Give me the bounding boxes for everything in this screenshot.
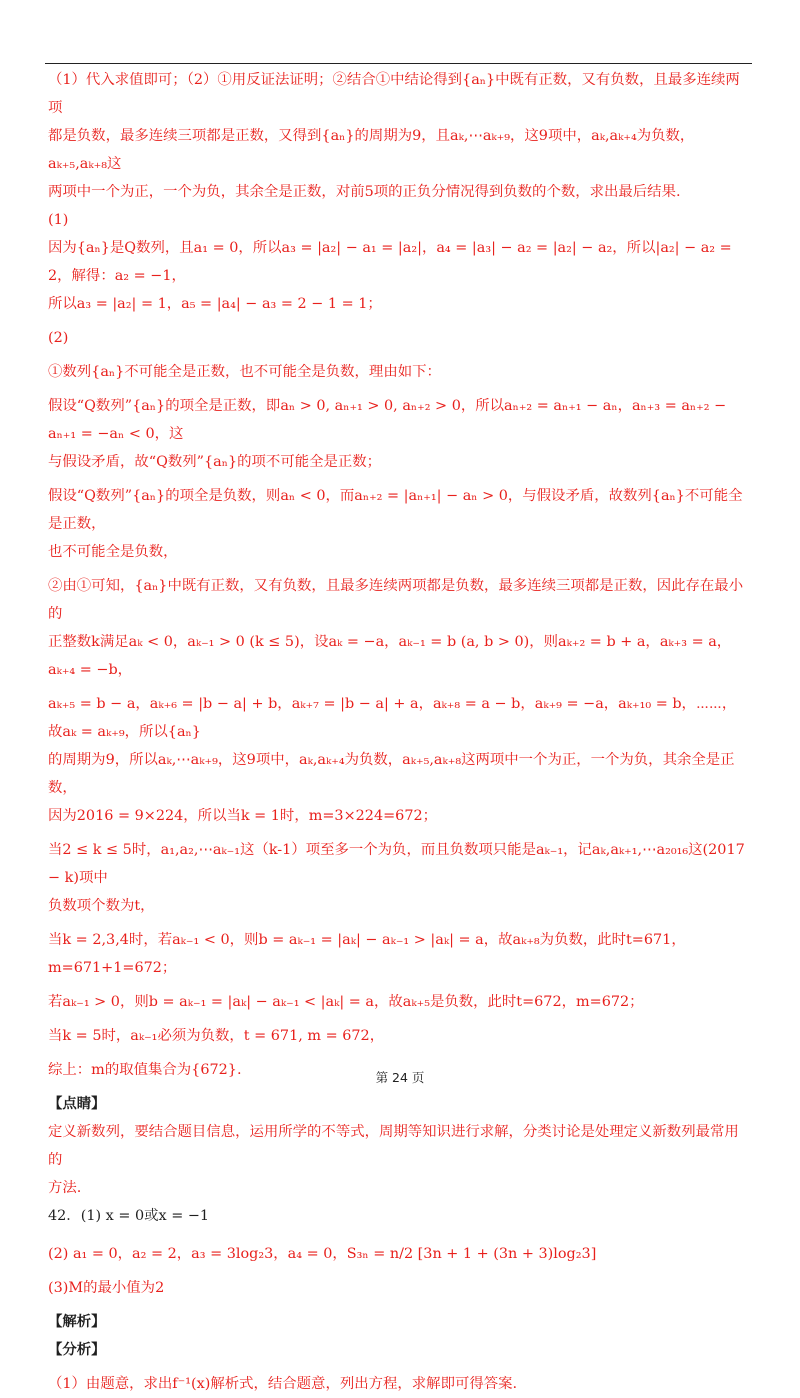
solution-document (48, 66, 748, 1398)
part-2-step-2-line-9: 若aₖ₋₁ > 0，则b = aₖ₋₁ = |aₖ| − aₖ₋₁ < |aₖ| = a，故aₖ₊₅是负数，此时t=672，m=672； (48, 994, 644, 1010)
part-1-heading: (1) (48, 212, 69, 228)
part-2-positive-case-2: 与假设矛盾，故“Q数列”{aₙ}的项不可能全是正数； (48, 454, 382, 470)
part-1-line-1: 因为{aₙ}是Q数列，且a₁ = 0，所以a₃ = |a₂| − a₁ = |a₂|，a₄ = |a₃| − a₂ = |a₂| − a₂，所以|a₂| − a₂ = 2，解得：a₂ = −1， (48, 240, 732, 284)
part-2-step-2-line-10: 当k = 5时，aₖ₋₁必须为负数，t = 671, m = 672， (48, 1028, 385, 1044)
analysis-line-2: 都是负数，最多连续三项都是正数，又得到{aₙ}的周期为9，且aₖ,⋯aₖ₊₉，这9项中，aₖ,aₖ₊₄为负数，aₖ₊₅,aₖ₊₈这 (48, 128, 695, 172)
answer-42-part-1: 42．(1) x = 0或x = −1 (48, 1208, 210, 1224)
note-line-2: 方法. (48, 1180, 82, 1196)
part-2-step-2-line-7: 负数项个数为t， (48, 898, 155, 914)
part-2-negative-case-1: 假设“Q数列”{aₙ}的项全是负数，则aₙ < 0，而aₙ₊₂ = |aₙ₊₁| − aₙ > 0，与假设矛盾，故数列{aₙ}不可能全是正数， (48, 488, 743, 532)
note-heading: 【点睛】 (48, 1095, 106, 1112)
part-2-conclusion: 综上：m的取值集合为{672}. (48, 1062, 242, 1078)
analysis-42-line-1: （1）由题意，求出f⁻¹(x)解析式，结合题意，列出方程，求解即可得答案. (48, 1376, 518, 1392)
page-number: 第 24 页 (375, 1070, 425, 1085)
part-2-step-2-line-2: 正整数k满足aₖ < 0，aₖ₋₁ > 0 (k ≤ 5)，设aₖ = −a，aₖ₋₁ = b (a, b > 0)，则aₖ₊₂ = b + a，aₖ₊₃ = a，aₖ₊₄ = −b， (48, 634, 732, 678)
part-2-step-2-line-8: 当k = 2,3,4时，若aₖ₋₁ < 0，则b = aₖ₋₁ = |aₖ| − aₖ₋₁ > |aₖ| = a，故aₖ₊₈为负数，此时t=671，m=671+1=672； (48, 932, 686, 976)
analysis-line-1: （1）代入求值即可；（2）①用反证法证明；②结合①中结论得到{aₙ}中既有正数，又有负数，且最多连续两项 (48, 72, 740, 116)
part-2-step-2-line-3: aₖ₊₅ = b − a，aₖ₊₆ = |b − a| + b，aₖ₊₇ = |b − a| + a，aₖ₊₈ = a − b，aₖ₊₉ = −a，aₖ₊₁₀ = b，⋯⋯，故aₖ = aₖ₊₉，所以{aₙ} (48, 696, 737, 740)
part-2-step-2-line-5: 因为2016 = 9×224，所以当k = 1时，m=3×224=672； (48, 808, 438, 824)
analysis-line-3: 两项中一个为正，一个为负，其余全是正数，对前5项的正负分情况得到负数的个数，求出最后结果. (48, 184, 681, 200)
note-line-1: 定义新数列，要结合题目信息，运用所学的不等式，周期等知识进行求解，分类讨论是处理定义新数列最常用的 (48, 1124, 739, 1168)
part-2-step-2-line-6: 当2 ≤ k ≤ 5时，a₁,a₂,⋯aₖ₋₁这（k-1）项至多一个为负，而且负数项只能是aₖ₋₁，记aₖ,aₖ₊₁,⋯a₂₀₁₆这(2017 − k)项中 (48, 842, 745, 886)
header-rule (45, 63, 752, 64)
part-2-claim: ①数列{aₙ}不可能全是正数，也不可能全是负数，理由如下： (48, 364, 441, 380)
part-2-step-2-line-1: ②由①可知，{aₙ}中既有正数，又有负数，且最多连续两项都是负数，最多连续三项都是正数，因此存在最小的 (48, 578, 744, 622)
analysis-heading: 【分析】 (48, 1341, 106, 1358)
answer-42-part-2: (2) a₁ = 0，a₂ = 2，a₃ = 3log₂3，a₄ = 0，S₃ₙ = n/2 [3n + 1 + (3n + 3)log₂3] (48, 1246, 597, 1262)
part-2-step-2-line-4: 的周期为9，所以aₖ,⋯aₖ₊₉，这9项中，aₖ,aₖ₊₄为负数，aₖ₊₅,aₖ₊₈这两项中一个为正，一个为负，其余全是正数， (48, 752, 735, 796)
answer-42-part-3: (3)M的最小值为2 (48, 1280, 165, 1296)
part-2-heading: (2) (48, 330, 69, 346)
part-1-line-2: 所以a₃ = |a₂| = 1，a₅ = |a₄| − a₃ = 2 − 1 = 1； (48, 296, 382, 312)
solution-heading: 【解析】 (48, 1313, 106, 1330)
part-2-negative-case-2: 也不可能全是负数， (48, 544, 178, 560)
part-2-positive-case-1: 假设“Q数列”{aₙ}的项全是正数，即aₙ > 0, aₙ₊₁ > 0, aₙ₊₂ > 0，所以aₙ₊₂ = aₙ₊₁ − aₙ，aₙ₊₃ = aₙ₊₂ − aₙ₊₁ = −aₙ < 0，这 (48, 398, 727, 442)
